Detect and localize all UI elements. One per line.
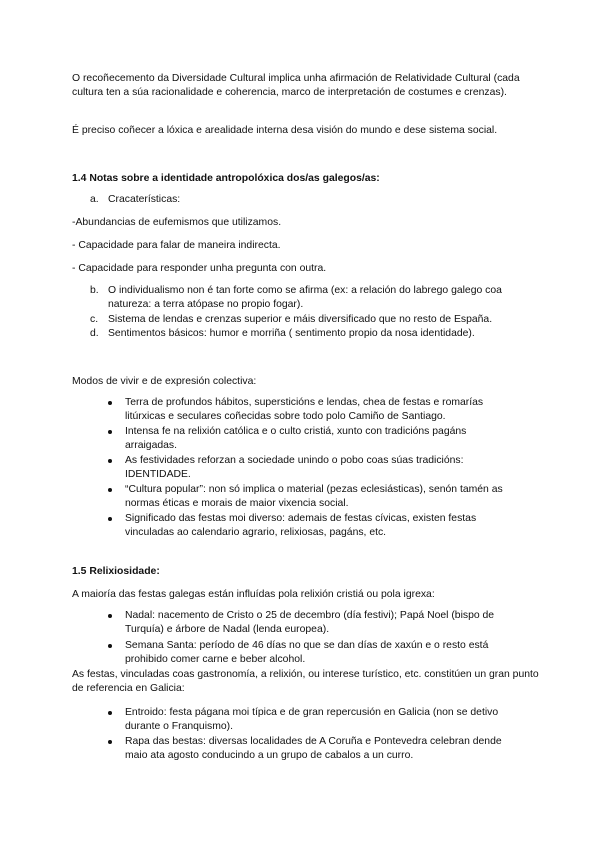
- bullet-text: “Cultura popular”: non só implica o material (pezas eclesiásticas), senón tamén as normas éticas e morais de maior vixencia social.: [125, 484, 503, 509]
- dash-line-2: - Capacidade para falar de maneira indirecta.: [72, 240, 281, 251]
- list-item-text: Cracaterísticas:: [108, 194, 181, 205]
- bullet-icon: [108, 459, 112, 463]
- dash-line-3: - Capacidade para responder unha pregunta con outra.: [72, 263, 327, 274]
- list-item-text: Sentimentos básicos: humor e morriña ( sentimento propio da nosa identidade).: [108, 328, 475, 339]
- list-marker: d.: [90, 328, 99, 339]
- section-1-5-middle: As festas, vinculadas coas gastronomía, a relixión, ou interese turístico, etc. constitúen un gran punto de referencia en Galicia:: [72, 669, 539, 694]
- section-1-5-intro: A maioría das festas galegas están influídas pola relixión cristiá ou pola igrexa:: [72, 589, 435, 600]
- bullet-icon: [108, 644, 112, 648]
- bullet-text: Terra de profundos hábitos, supersticións e lendas, chea de festas e romarías litúrxicas e seculares coñecidas sobre todo polo Camiño de Santiago.: [125, 397, 484, 422]
- bullet-icon: [108, 488, 112, 492]
- section-1-5-heading: 1.5 Relixiosidade:: [72, 566, 160, 577]
- list-marker: c.: [90, 314, 99, 325]
- bullet-text: Intensa fe na relixión católica e o culto cristiá, xunto con tradicións pagáns arraigadas.: [125, 426, 467, 451]
- list-marker: a.: [90, 194, 99, 205]
- bullet-icon: [108, 517, 112, 521]
- bullet-icon: [108, 430, 112, 434]
- section-1-4-heading: 1.4 Notas sobre a identidade antropolóxica dos/as galegos/as:: [72, 173, 380, 184]
- list-item-text: Sistema de lendas e crenzas superior e máis diversificado que no resto de España.: [108, 314, 493, 325]
- bullet-icon: [108, 740, 112, 744]
- bullet-text: Semana Santa: período de 46 días no que se dan días de xaxún e o resto está prohibido comer carne e beber alcohol.: [125, 640, 489, 665]
- bullet-icon: [108, 614, 112, 618]
- list-marker: b.: [90, 285, 99, 296]
- bullet-icon: [108, 401, 112, 405]
- intro-paragraph-1: O recoñecemento da Diversidade Cultural implica unha afirmación de Relatividade Cultural (cada cultura ten a súa racionalidade e coherencia, marco de interpretación de costumes e crenzas).: [72, 73, 520, 98]
- dash-line-1: -Abundancias de eufemismos que utilizamos.: [72, 217, 282, 228]
- bullet-text: Significado das festas moi diverso: ademais de festas cívicas, existen festas vinculadas ao calendario agrario, relixiosas, pagáns, etc.: [125, 513, 477, 538]
- bullet-icon: [108, 711, 112, 715]
- bullet-text: Entroido: festa págana moi típica e de gran repercusión en Galicia (non se detivo durante o Franquismo).: [125, 707, 499, 732]
- bullet-text: Nadal: nacemento de Cristo o 25 de decembro (día festivi); Papá Noel (bispo de Turquía) e árbore de Nadal (lenda europea).: [125, 610, 495, 635]
- list-item-text: O individualismo non é tan forte como se afirma (ex: a relación do labrego galego coa natureza: a terra atópase no propio fogar).: [108, 285, 502, 310]
- bullet-text: Rapa das bestas: diversas localidades de A Coruña e Pontevedra celebran dende maio ata agosto conducindo a un grupo de cabalos a un curro.: [125, 736, 502, 761]
- intro-paragraph-2: É preciso coñecer a lóxica e arealidade interna desa visión do mundo e dese sistema social.: [72, 125, 498, 136]
- modos-intro: Modos de vivir e de expresión colectiva:: [72, 376, 257, 387]
- bullet-text: As festividades reforzan a sociedade unindo o pobo coas súas tradicións: IDENTIDADE.: [125, 455, 464, 480]
